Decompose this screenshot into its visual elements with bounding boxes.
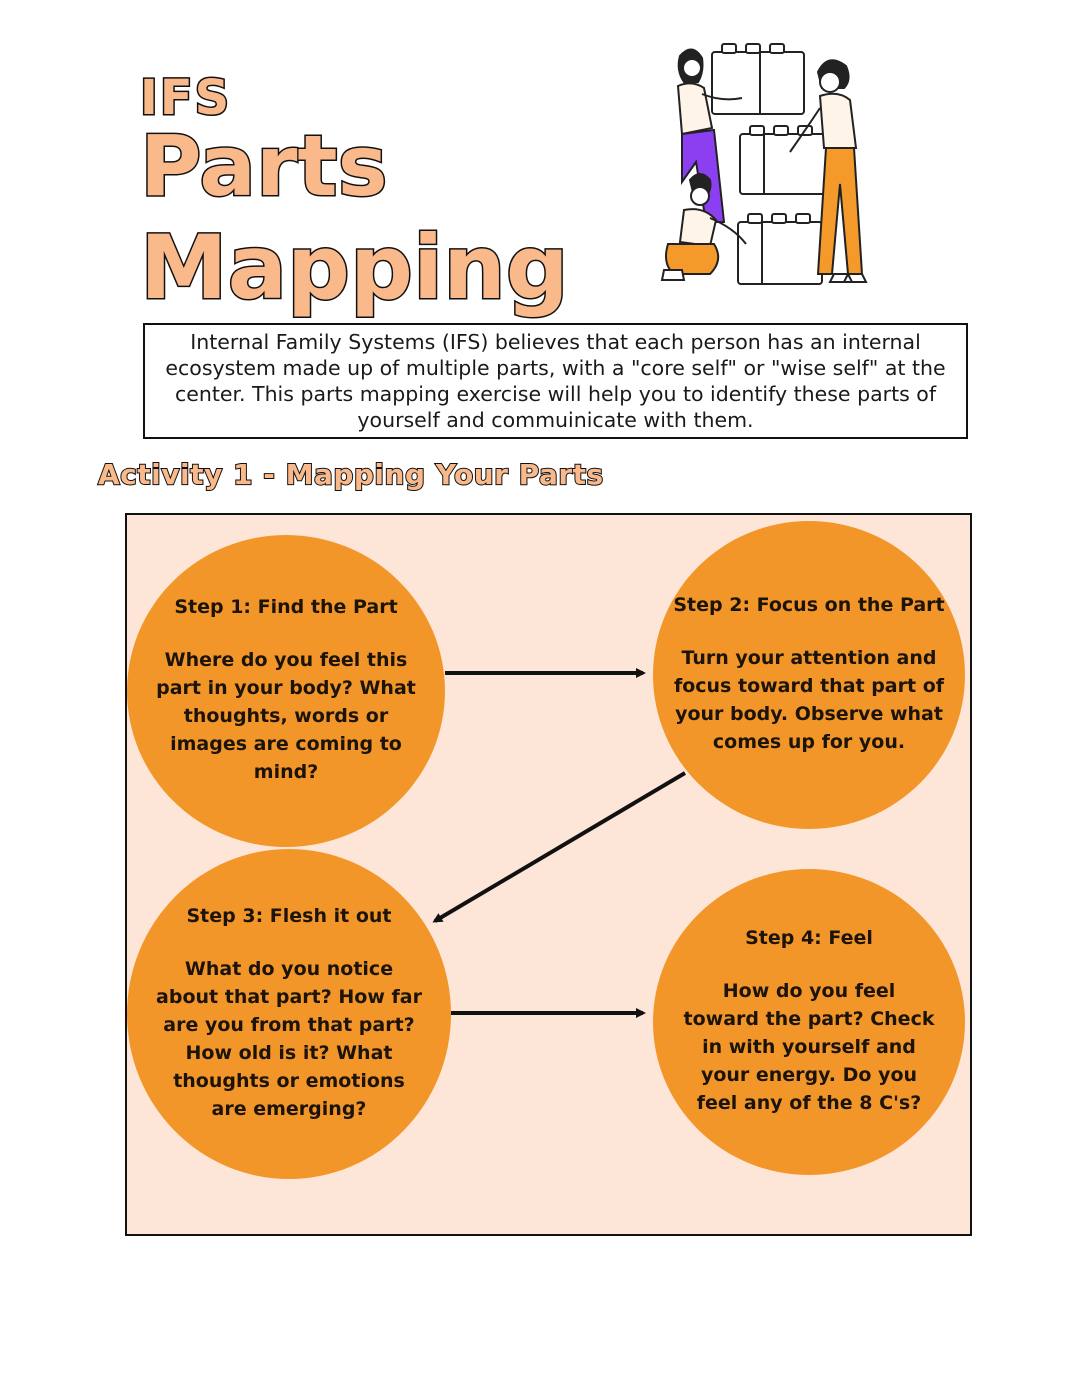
step-2-body: Turn your attention and focus toward that part of your body. Observe what comes up for you. xyxy=(673,647,945,753)
step-2-circle xyxy=(653,521,965,829)
intro-text: Internal Family Systems (IFS) believes that each person has an internal ecosystem made up of multiple parts, with a "core self" or "wise self" at the center. This parts mapping exercise will help you to identify these parts of yourself and commuinicate with them. xyxy=(165,330,946,432)
step-4-body: How do you feel toward the part? Check in with yourself and your energy. Do you feel any of the 8 C's? xyxy=(683,980,935,1114)
people-stacking-blocks-illustration xyxy=(650,38,900,298)
activity-heading: Activity 1 - Mapping Your Parts xyxy=(98,458,604,491)
title-parts: Parts xyxy=(140,117,388,215)
person-crouching xyxy=(662,174,746,280)
step-4-circle xyxy=(653,869,965,1175)
step-3-circle xyxy=(127,849,451,1179)
step-1-circle xyxy=(127,535,445,847)
step-2-title: Step 2: Focus on the Part xyxy=(673,594,945,616)
parts-map-panel xyxy=(125,513,972,1236)
block-top xyxy=(712,52,804,114)
title-ifs: IFS xyxy=(140,70,232,126)
step-3-body: What do you notice about that part? How far are you from that part? How old is it? What thoughts or emotions are emerging? xyxy=(156,958,422,1120)
step-1-title: Step 1: Find the Part xyxy=(174,596,398,618)
step-4-title: Step 4: Feel xyxy=(745,927,873,949)
intro-text-box xyxy=(143,323,968,439)
title-mapping: Mapping xyxy=(140,216,569,319)
block-middle xyxy=(740,134,826,194)
arrow-step2-to-step3 xyxy=(435,773,685,921)
block-bottom xyxy=(738,222,822,284)
step-1-body: Where do you feel this part in your body? What thoughts, words or images are coming to mind? xyxy=(156,649,416,783)
step-3-title: Step 3: Flesh it out xyxy=(186,905,392,927)
